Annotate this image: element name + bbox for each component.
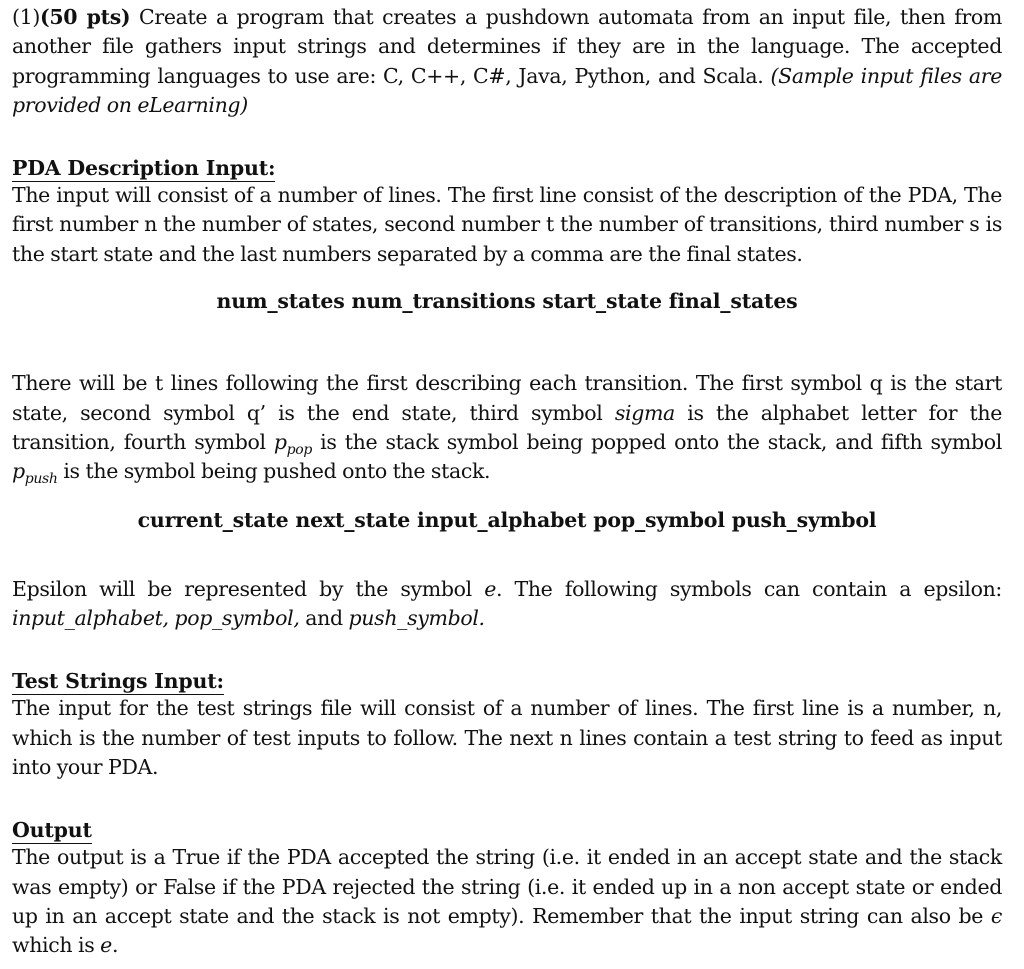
- pda-section-heading: PDA Description Input:: [12, 156, 276, 181]
- epsilon-text-1: Epsilon will be represented by the symbol: [12, 576, 485, 601]
- output-text-end: .: [111, 933, 119, 958]
- pop-subscript: pop: [286, 442, 312, 459]
- p-push-symbol: [12, 459, 58, 488]
- transitions-paragraph: [12, 369, 1002, 486]
- epsilon-paragraph: [12, 575, 1002, 634]
- transitions-text-1: There will be t lines following the first describing each transition. The first symbol q is the start state, second symbol q’ is the end state, third symbol: [12, 371, 1002, 425]
- transition-format-line: current_state next_state input_alphabet pop_symbol push_symbol: [137, 507, 877, 532]
- question-text: Create a program that creates a pushdown automata from an input file, then from another file gathers input strings and determines if they are in the language. The accepted programming languages to use are: C, C++, C#, Java, Python, and Scala.: [12, 5, 1002, 88]
- question-paragraph: [12, 3, 1002, 120]
- pda-format-line: num_states num_transitions start_state final_states: [216, 289, 798, 314]
- epsilon-fields: input_alphabet, pop_symbol,: [12, 606, 300, 631]
- test-section-heading: Test Strings Input:: [12, 669, 224, 694]
- output-text-2: which is: [12, 933, 101, 958]
- output-section-heading: Output: [12, 818, 92, 843]
- question-number: (1): [12, 5, 40, 29]
- output-heading-wrap: [12, 816, 1002, 843]
- epsilon-glyph: ϵ: [990, 903, 1002, 928]
- question-note: (Sample input files are provided on eLearning): [12, 63, 1002, 117]
- push-subscript: push: [24, 471, 58, 488]
- question-points: (50 pts): [40, 5, 131, 29]
- epsilon-and: and: [299, 606, 349, 631]
- output-text-1: The output is a True if the PDA accepted the string (i.e. it ended in an accept state and the stack was empty) or False if the PDA rejected the string (i.e. it ended up in a non accept state or ended up in an accept state and the stack is not empty). Remember that the input string can also be: [12, 845, 1002, 928]
- p-pop-base: p: [273, 429, 287, 454]
- p-pop-symbol: [273, 429, 312, 459]
- epsilon-last-field: push_symbol.: [348, 606, 485, 631]
- e-italic: e: [100, 933, 112, 958]
- transitions-text-4: is the symbol being pushed onto the stack.: [57, 459, 491, 484]
- sigma-word: sigma: [614, 400, 675, 425]
- transitions-text-2: is the alphabet letter for the transition, fourth symbol: [12, 400, 1002, 454]
- output-paragraph: [12, 843, 1002, 960]
- test-heading-wrap: [12, 667, 1002, 694]
- transitions-text-3: is the stack symbol being popped onto the stack, and fifth symbol: [311, 429, 1002, 454]
- epsilon-text-2: . The following symbols can contain a epsilon:: [495, 576, 1002, 601]
- p-push-base: p: [12, 459, 25, 484]
- test-paragraph: The input for the test strings file will consist of a number of lines. The first line is a number, n, which is the number of test inputs to follow. The next n lines contain a test string to feed as input into your PDA.: [12, 696, 1002, 780]
- pda-heading-wrap: [12, 154, 1002, 181]
- pda-intro-paragraph: The input will consist of a number of lines. The first line consist of the description of the PDA, The first number n the number of states, second number t the number of transitions, third number s is the start state and the last numbers separated by a comma are the final states.: [12, 183, 1002, 266]
- epsilon-symbol: e: [484, 576, 496, 601]
